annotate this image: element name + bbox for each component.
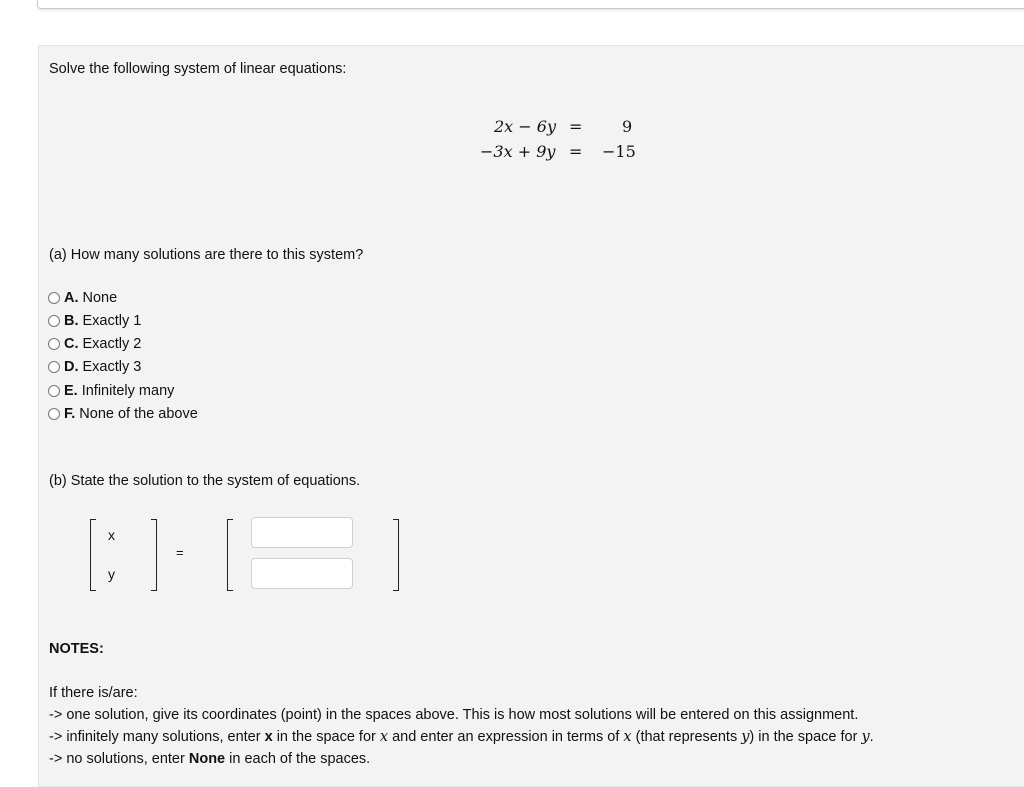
option-a[interactable] bbox=[48, 288, 117, 308]
notes-text: in each of the spaces. bbox=[225, 751, 371, 767]
option-letter: B. bbox=[64, 313, 79, 329]
notes-line-one-solution: -> one solution, give its coordinates (point) in the spaces above. This is how most solutions will be entered on this assignment. bbox=[49, 707, 859, 723]
notes-line-infinite-solutions bbox=[49, 728, 874, 746]
notes-text: and enter an expression in terms of bbox=[388, 729, 624, 745]
option-e[interactable] bbox=[48, 381, 174, 401]
radio-button[interactable] bbox=[48, 292, 60, 304]
option-text: None of the above bbox=[79, 406, 198, 422]
math-y: y bbox=[741, 729, 750, 745]
notes-intro: If there is/are: bbox=[49, 685, 138, 701]
radio-button[interactable] bbox=[48, 338, 60, 350]
part-a-question: (a) How many solutions are there to this system? bbox=[49, 247, 364, 263]
math-x: x bbox=[623, 729, 632, 745]
radio-button[interactable] bbox=[48, 361, 60, 373]
radio-button[interactable] bbox=[48, 385, 60, 397]
y-answer-input[interactable] bbox=[251, 558, 353, 589]
left-vector-open-bracket bbox=[90, 519, 96, 591]
option-letter: F. bbox=[64, 406, 76, 422]
math-x: x bbox=[379, 729, 389, 745]
notes-line-no-solutions bbox=[49, 750, 370, 768]
right-vector-close-bracket bbox=[393, 519, 399, 591]
equation-2-equals: = bbox=[569, 142, 583, 161]
equation-1-lhs: 2x − 6y bbox=[494, 117, 556, 136]
option-text: Infinitely many bbox=[81, 383, 175, 399]
top-frame bbox=[37, 0, 1024, 9]
option-letter: C. bbox=[64, 336, 79, 352]
radio-button[interactable] bbox=[48, 315, 60, 327]
option-letter: A. bbox=[64, 290, 79, 306]
option-c[interactable] bbox=[48, 334, 141, 354]
equation-1-rhs: 9 bbox=[622, 117, 633, 136]
notes-text: -> infinitely many solutions, enter bbox=[49, 729, 265, 745]
vector-y-label: y bbox=[108, 566, 115, 582]
option-b[interactable] bbox=[48, 311, 141, 331]
option-letter: E. bbox=[64, 383, 78, 399]
equation-1-equals: = bbox=[569, 117, 583, 136]
notes-text: . bbox=[869, 729, 874, 745]
vector-x-label: x bbox=[108, 527, 115, 543]
option-letter: D. bbox=[64, 359, 79, 375]
math-y: y bbox=[861, 729, 870, 745]
notes-heading: NOTES: bbox=[49, 641, 104, 657]
notes-bold-none: None bbox=[188, 751, 226, 767]
option-text: Exactly 1 bbox=[82, 313, 142, 329]
notes-text: ) in the space for bbox=[749, 729, 862, 745]
left-vector-close-bracket bbox=[151, 519, 157, 591]
radio-button[interactable] bbox=[48, 408, 60, 420]
right-vector-open-bracket bbox=[227, 519, 233, 591]
option-text: None bbox=[82, 290, 118, 306]
notes-text: -> no solutions, enter bbox=[49, 751, 189, 767]
option-f[interactable] bbox=[48, 404, 198, 424]
option-text: Exactly 2 bbox=[82, 336, 142, 352]
equation-2-lhs: −3x + 9y bbox=[480, 142, 556, 161]
option-text: Exactly 3 bbox=[82, 359, 142, 375]
notes-text: in the space for bbox=[272, 729, 380, 745]
option-d[interactable] bbox=[48, 357, 141, 377]
problem-prompt: Solve the following system of linear equations: bbox=[49, 61, 347, 77]
notes-text: (that represents bbox=[631, 729, 742, 745]
notes-bold-x: x bbox=[264, 729, 273, 745]
x-answer-input[interactable] bbox=[251, 517, 353, 548]
equation-2-rhs: −15 bbox=[602, 142, 636, 161]
equals-sign: = bbox=[176, 545, 184, 560]
part-b-question: (b) State the solution to the system of equations. bbox=[49, 473, 361, 489]
